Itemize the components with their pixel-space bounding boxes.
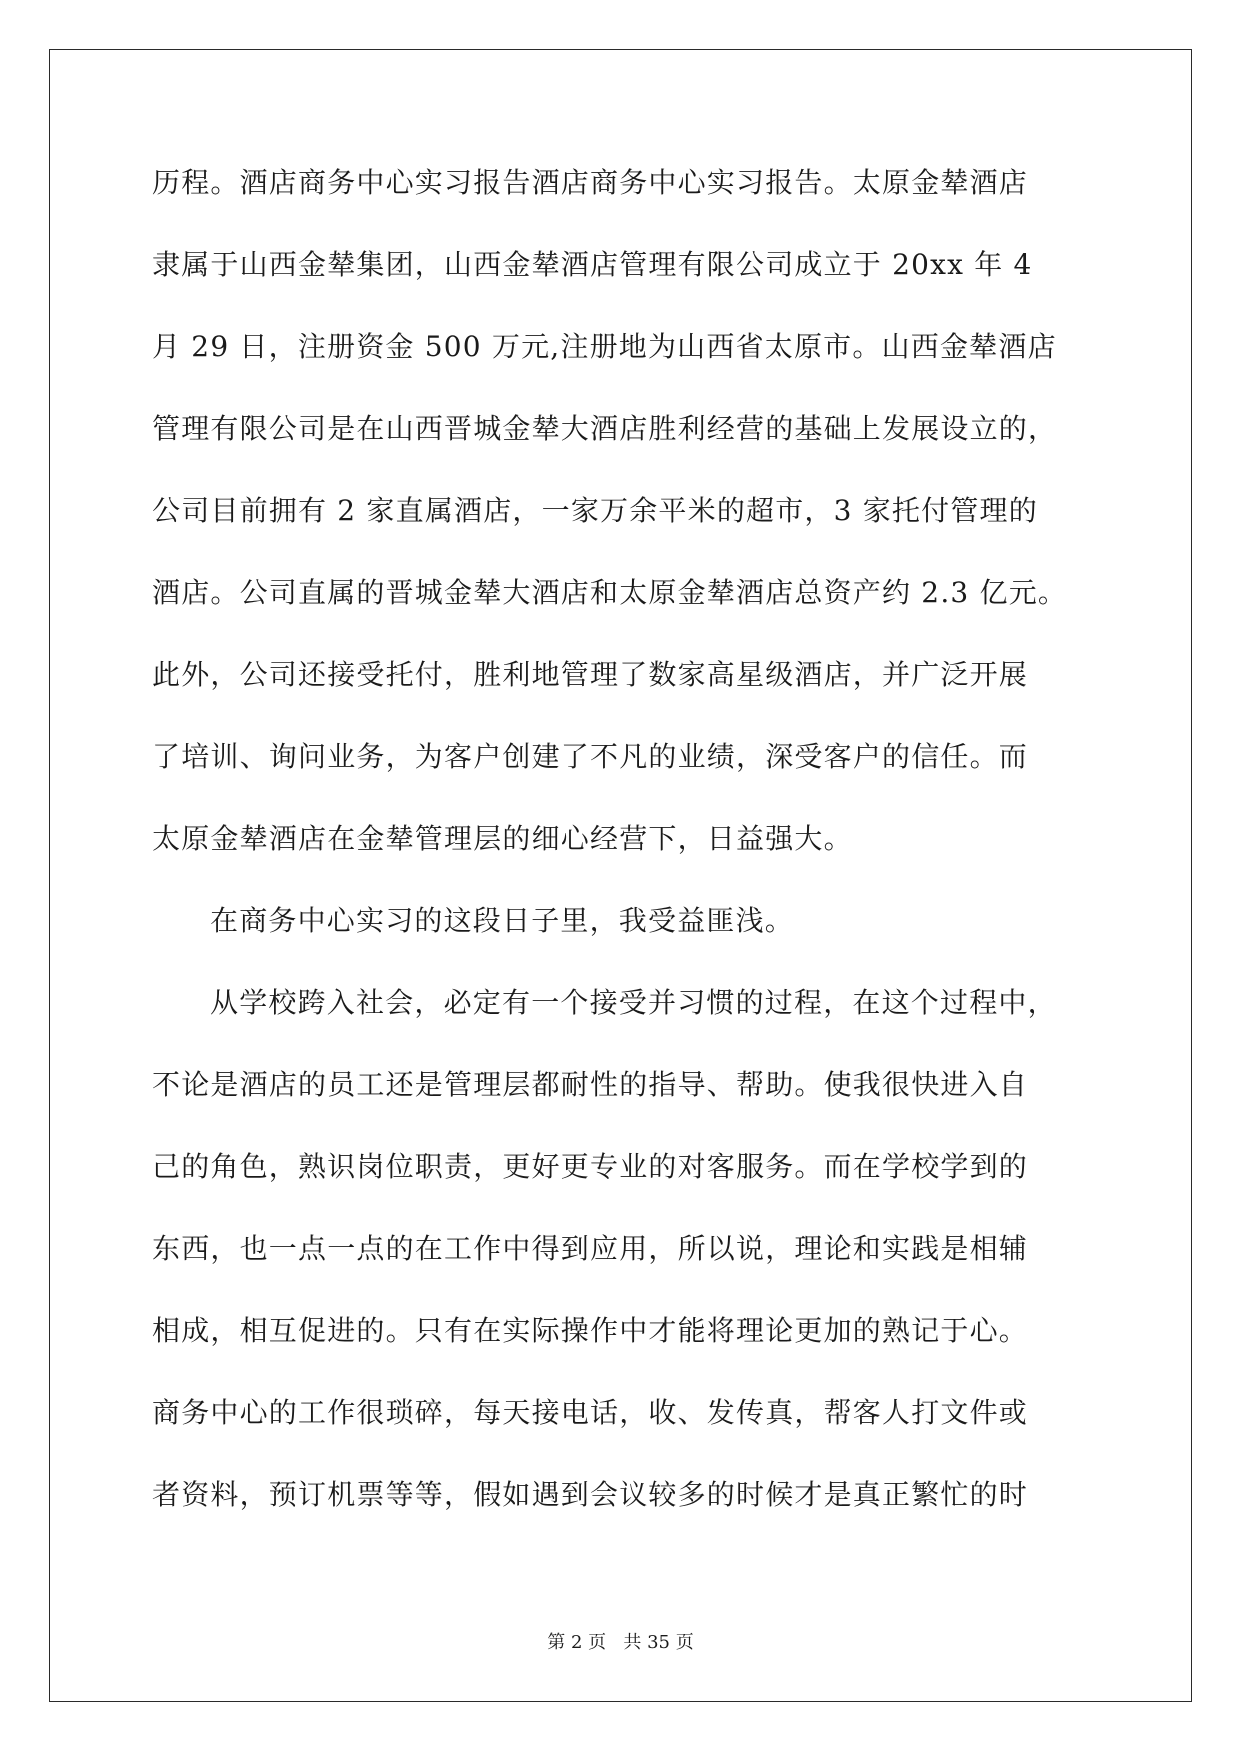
text-line: 此外，公司还接受托付，胜利地管理了数家高星级酒店，并广泛开展 <box>152 658 1029 691</box>
text-line: 不论是酒店的员工还是管理层都耐性的指导、帮助。使我很快进入自 <box>152 1068 1029 1101</box>
text-line: 东西，也一点一点的在工作中得到应用，所以说，理论和实践是相辅 <box>152 1232 1029 1265</box>
text-line: 历程。酒店商务中心实习报告酒店商务中心实习报告。太原金辇酒店 <box>152 166 1029 199</box>
text-line: 相成，相互促进的。只有在实际操作中才能将理论更加的熟记于心。 <box>152 1314 1029 1347</box>
text-line: 了培训、询问业务，为客户创建了不凡的业绩，深受客户的信任。而 <box>152 740 1029 773</box>
text-line: 管理有限公司是在山西晋城金辇大酒店胜利经营的基础上发展设立的， <box>152 412 1058 445</box>
text-line: 公司目前拥有 2 家直属酒店，一家万余平米的超市，3 家托付管理的 <box>152 494 1038 527</box>
text-line: 太原金辇酒店在金辇管理层的细心经营下，日益强大。 <box>152 822 853 855</box>
text-line: 己的角色，熟识岗位职责，更好更专业的对客服务。而在学校学到的 <box>152 1150 1029 1183</box>
text-line: 隶属于山西金辇集团，山西金辇酒店管理有限公司成立于 20xx 年 4 <box>152 248 1033 281</box>
text-line: 从学校跨入社会，必定有一个接受并习惯的过程，在这个过程中， <box>210 986 1057 1019</box>
page-number-footer: 第 2 页 共 35 页 <box>547 1632 694 1653</box>
text-line: 者资料，预订机票等等，假如遇到会议较多的时候才是真正繁忙的时 <box>152 1478 1029 1511</box>
text-line: 酒店。公司直属的晋城金辇大酒店和太原金辇酒店总资产约 2.3 亿元。 <box>152 576 1068 609</box>
text-line: 商务中心的工作很琐碎，每天接电话，收、发传真，帮客人打文件或 <box>152 1396 1029 1429</box>
text-line: 月 29 日，注册资金 500 万元,注册地为山西省太原市。山西金辇酒店 <box>152 330 1057 363</box>
text-line: 在商务中心实习的这段日子里，我受益匪浅。 <box>210 904 795 937</box>
document-body <box>152 160 1092 1554</box>
